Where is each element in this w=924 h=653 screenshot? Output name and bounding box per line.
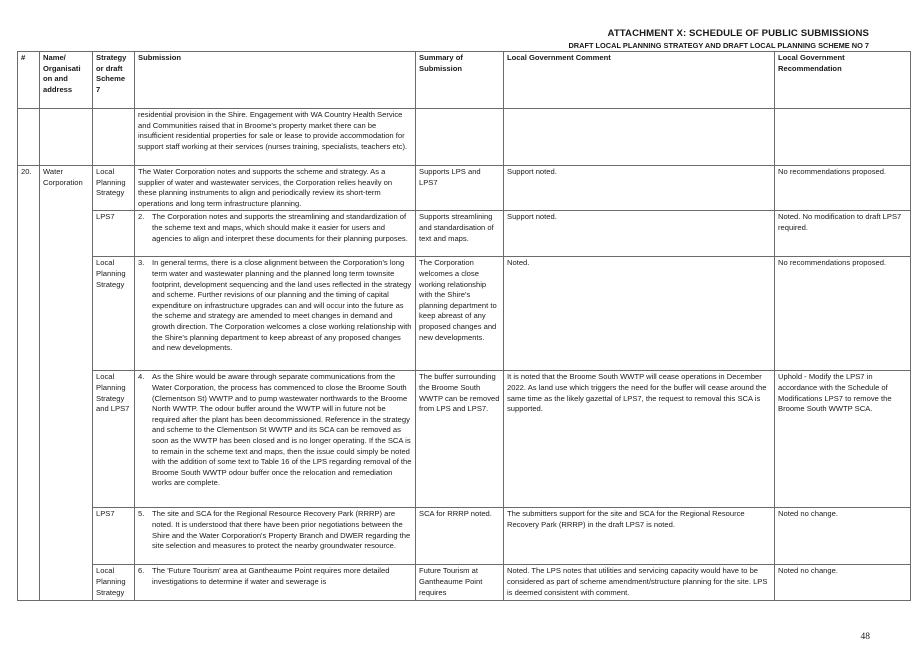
row-strategy: LPS7	[93, 508, 135, 565]
row-recommendation: Noted no change.	[775, 508, 911, 565]
col-header-comment: Local Government Comment	[504, 52, 775, 109]
row-strategy: Local Planning Strategy and LPS7	[93, 371, 135, 508]
col-header-strategy: Strategy or draft Scheme 7	[93, 52, 135, 109]
row-summary: Future Tourism at Gantheaume Point requires	[416, 565, 504, 601]
col-header-recommendation: Local Government Recommendation	[775, 52, 911, 109]
row-strategy: Local Planning Strategy	[93, 257, 135, 371]
row-submission: The Water Corporation notes and supports the scheme and strategy. As a supplier of water and wastewater services, the Corporation relies heavily on these planning instruments to align and periodically review its short-term operations and long term infrastructure planning.	[135, 166, 416, 211]
row-summary: The buffer surrounding the Broome South WWTP can be removed from LPS and LPS7.	[416, 371, 504, 508]
col-header-summary: Summary of Submission	[416, 52, 504, 109]
row-submission: The Corporation notes and supports the streamlining and standardization of the scheme text and maps, which should make it easier for users and agencies to align and interpret these documents for their planning purposes.	[152, 212, 408, 243]
item-number: 6.	[138, 566, 145, 576]
submitter-number: 20.	[18, 166, 40, 601]
row-comment: Noted.	[504, 257, 775, 371]
row-summary: The Corporation welcomes a close working relationship with the Shire's planning department to keep abreast of any proposed changes and new developments.	[416, 257, 504, 371]
row-summary: SCA for RRRP noted.	[416, 508, 504, 565]
row-comment: The submitters support for the site and SCA for the Regional Resource Recovery Park (RRRP) in the draft LPS7 is noted.	[504, 508, 775, 565]
table-row	[18, 257, 911, 371]
table-row-continued	[18, 109, 911, 166]
row-comment: Support noted.	[504, 166, 775, 211]
table-row	[18, 166, 911, 211]
row-recommendation: Noted. No modification to draft LPS7 required.	[775, 211, 911, 257]
row-recommendation: No recommendations proposed.	[775, 257, 911, 371]
table-row	[18, 211, 911, 257]
table-header-row	[18, 52, 911, 109]
item-number: 2.	[138, 212, 145, 222]
page-number: 48	[860, 632, 870, 642]
row-summary: Supports LPS and LPS7	[416, 166, 504, 211]
col-header-name: Name/ Organisati on and address	[40, 52, 93, 109]
table-row	[18, 371, 911, 508]
submitter-name: Water Corporation	[40, 166, 93, 601]
row-submission: In general terms, there is a close alignment between the Corporation's long term water and wastewater planning and the planned long term townsite footprint, development sequencing and the land uses reflected in the strategy and scheme. Further revisions of our planning and the timing of capital expenditure on infrastructure upgrades can and will occur into the future as the scheme and strategy are amended to meet changes in demand and growth direction. The Corporation welcomes a close working relationship with the Shire's planning department to keep abreast of any proposed changes and new developments.	[152, 258, 412, 353]
row-recommendation: Noted no change.	[775, 565, 911, 601]
row-comment: Noted. The LPS notes that utilities and servicing capacity would have to be considered as part of scheme amendment/structure planning for the site. LPS is deemed consistent with comment.	[504, 565, 775, 601]
row-strategy: LPS7	[93, 211, 135, 257]
row-summary: Supports streamlining and standardisation of text and maps.	[416, 211, 504, 257]
submissions-table	[17, 51, 911, 601]
col-header-submission: Submission	[135, 52, 416, 109]
item-number: 3.	[138, 258, 145, 268]
col-header-number: #	[18, 52, 40, 109]
row-strategy: Local Planning Strategy	[93, 565, 135, 601]
row-submission: The site and SCA for the Regional Resource Recovery Park (RRRP) are noted. It is understood that there have been prior negotiations between the Shire and the Water Corporation's Property Branch and DWER regarding the site selection and measures to protect the nearby groundwater resource.	[152, 509, 411, 551]
item-number: 5.	[138, 509, 145, 519]
row-submission: The 'Future Tourism' area at Gantheaume Point requires more detailed investigations to determine if water and sewerage is	[152, 566, 390, 586]
item-number: 4.	[138, 372, 145, 382]
row-comment: Support noted.	[504, 211, 775, 257]
row-recommendation: No recommendations proposed.	[775, 166, 911, 211]
row-strategy: Local Planning Strategy	[93, 166, 135, 211]
table-row	[18, 565, 911, 601]
row-comment: It is noted that the Broome South WWTP will cease operations in December 2022. As land use which triggers the need for the buffer will cease around the same time as the likely gazettal of LPS7, the request to removal this SCA is supported.	[504, 371, 775, 508]
document-subtitle: DRAFT LOCAL PLANNING STRATEGY AND DRAFT LOCAL PLANNING SCHEME NO 7	[568, 41, 869, 50]
continued-submission-text: residential provision in the Shire. Engagement with WA Country Health Service and Communities raised that in Broome's property market there can be insufficient residential properties for sale or lease to provide accommodation for support staff working at their services (nurses training, specialists, teachers etc).	[135, 109, 416, 166]
row-submission: As the Shire would be aware through separate communications from the Water Corporation, the process has commenced to close the Broome South (Clementson St) WWTP and to pump wastewater northwards to the Broome North WWTP. The odour buffer around the WWTP will in future not be required after the plant has been decommissioned. Reference in the strategy and scheme to the Clementson St WWTP and its SCA can be removed as soon as the WWTP has been closed and is no longer operating. If the SCA is to remain in the scheme text and maps, then the issue could simply be noted with the addition of some text to Table 16 of the LPS regarding removal of the Broome South WWTP odour buffer once the relocation and remediation works are complete.	[152, 372, 412, 488]
row-recommendation: Uphold - Modify the LPS7 in accordance with the Schedule of Modifications LPS7 to remove the Broome South WWTP SCA.	[775, 371, 911, 508]
document-title: ATTACHMENT X: SCHEDULE OF PUBLIC SUBMISSIONS	[607, 28, 869, 39]
table-row	[18, 508, 911, 565]
